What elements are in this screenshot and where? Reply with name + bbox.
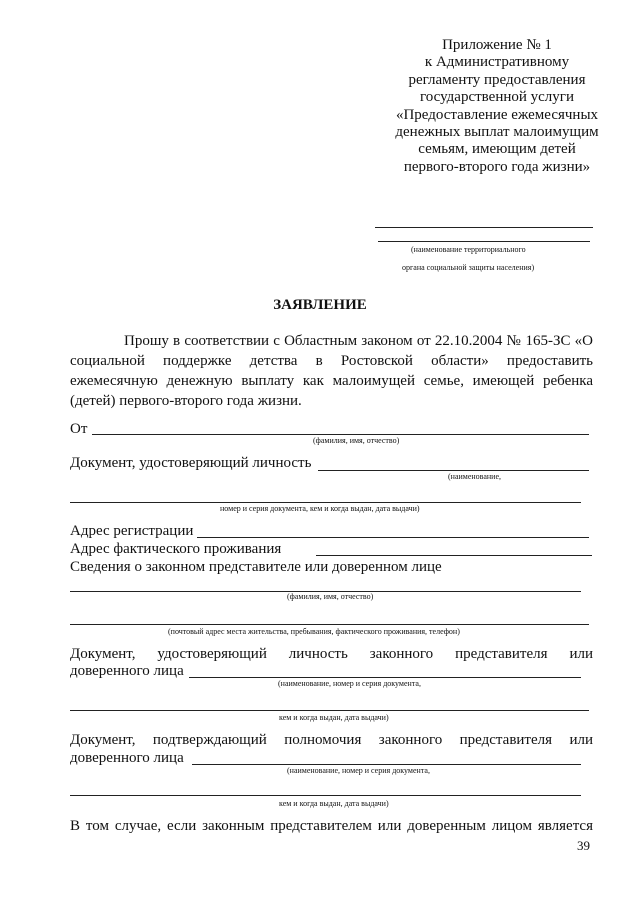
appendix-line: денежных выплат малоимущим [395, 124, 599, 141]
request-line-4: (детей) первого-второго года жизни. [70, 393, 302, 409]
appendix-header [362, 37, 632, 176]
doc-input-line[interactable] [318, 470, 589, 471]
page-number: 39 [577, 838, 590, 853]
organ-line-2[interactable] [378, 241, 590, 242]
doc-input-line-2[interactable] [70, 502, 581, 503]
rep-caption-1: (фамилия, имя, отчество) [287, 592, 374, 601]
appendix-line: семьям, имеющим детей [418, 141, 576, 158]
closing-line: В том случае, если законным представителем или доверенным лицом является [70, 818, 593, 834]
auth-doc-line-1: Документ, подтверждающий полномочия законного представителя или [70, 732, 593, 748]
appendix-line: первого-второго года жизни» [403, 158, 591, 175]
rep-doc-line-2: доверенного лица [70, 663, 184, 679]
appendix-line: к Административному [424, 54, 570, 71]
organ-caption-2: органа социальной защиты населения) [402, 263, 535, 272]
auth-doc-input-line[interactable] [192, 764, 581, 765]
page-title: ЗАЯВЛЕНИЕ [273, 297, 367, 313]
request-line-3: ежемесячную денежную выплату как малоимущей семье, имеющей ребенка [70, 373, 593, 389]
reg-address-line[interactable] [197, 537, 589, 538]
actual-address-line[interactable] [316, 555, 592, 556]
request-line-1: Прошу в соответствии с Областным законом от 22.10.2004 № 165-ЗС «О [124, 333, 593, 349]
rep-doc-line-1: Документ, удостоверяющий личность законного представителя или [70, 646, 593, 662]
actual-address-label: Адрес фактического проживания [70, 541, 282, 557]
auth-doc-input-line-2[interactable] [70, 795, 581, 796]
appendix-line: «Предоставление ежемесячных [395, 106, 599, 123]
from-input-line[interactable] [92, 434, 589, 435]
doc-label: Документ, удостоверяющий личность [70, 455, 312, 471]
rep-doc-input-line[interactable] [189, 677, 581, 678]
appendix-line: Приложение № 1 [442, 37, 552, 53]
rep-label: Сведения о законном представителе или доверенном лице [70, 559, 442, 575]
from-label: От [70, 421, 88, 437]
appendix-line: регламенту предоставления [408, 71, 586, 88]
appendix-line: государственной услуги [420, 89, 574, 106]
rep-caption-2: (почтовый адрес места жительства, пребывания, фактического проживания, телефон) [168, 627, 460, 636]
organ-line-1[interactable] [375, 227, 593, 228]
rep-doc-caption-2: кем и когда выдан, дата выдачи) [279, 713, 389, 722]
auth-doc-caption-1: (наименование, номер и серия документа, [287, 766, 430, 775]
reg-address-label: Адрес регистрации [70, 523, 194, 539]
request-paragraph [70, 333, 593, 413]
from-caption: (фамилия, имя, отчество) [313, 436, 400, 445]
doc-caption-1: (наименование, [448, 472, 502, 481]
rep-address-line[interactable] [70, 624, 589, 625]
auth-doc-line-2: доверенного лица [70, 750, 184, 766]
rep-doc-caption-1: (наименование, номер и серия документа, [278, 679, 421, 688]
doc-caption-2: номер и серия документа, кем и когда выдан, дата выдачи) [220, 504, 420, 513]
rep-doc-input-line-2[interactable] [70, 710, 589, 711]
request-line-2: социальной поддержке детства в Ростовской области» предоставить [70, 353, 593, 369]
organ-caption-1: (наименование территориального [411, 245, 526, 254]
auth-doc-caption-2: кем и когда выдан, дата выдачи) [279, 799, 389, 808]
